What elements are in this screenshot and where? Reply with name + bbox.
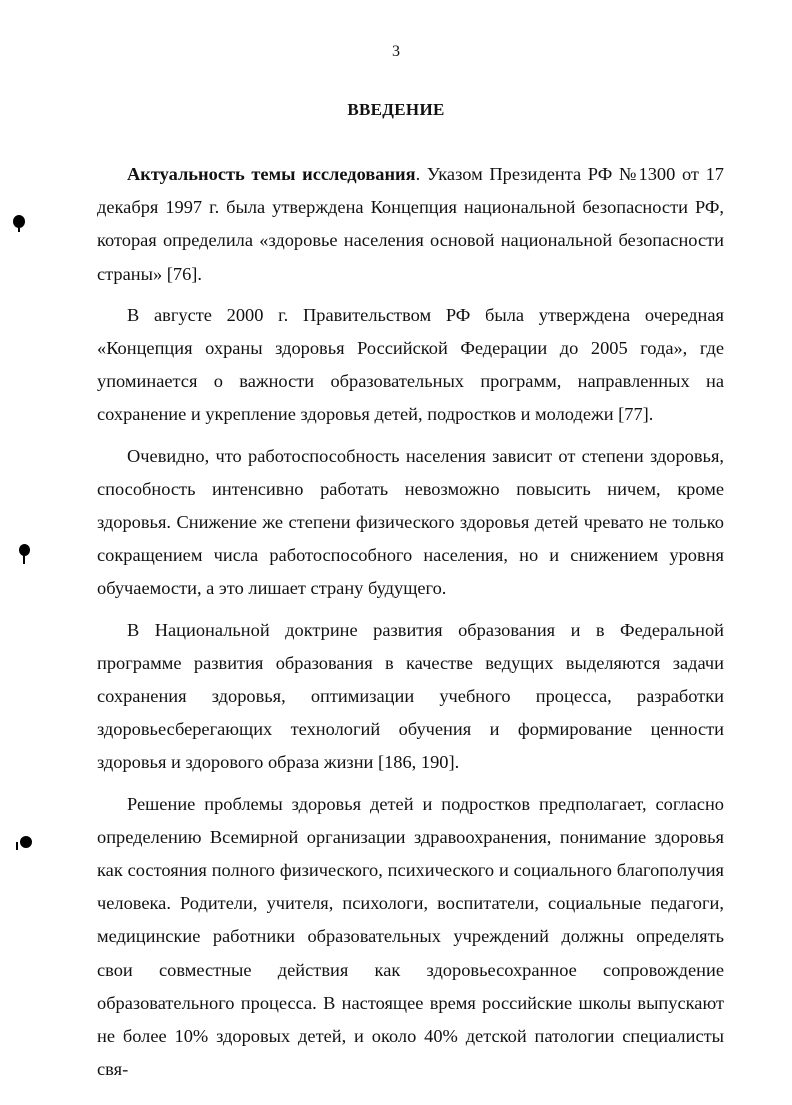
paragraph-text: . Указом Президента РФ №1300 от 17 декабря 1997 г. была утверждена Концепция национальной безопасности РФ, которая определила «здоровье населения основой национальной безопасности страны» [76]. (97, 164, 724, 284)
ink-blot-mark (19, 544, 30, 556)
paragraph-1 (97, 158, 724, 291)
paragraph-3: Очевидно, что работоспособность населения зависит от степени здоровья, способность интенсивно работать невозможно повысить ничем, кроме здоровья. Снижение же степени физического здоровья детей чревато не только сокращением числа работоспособного населения, но и снижением уровня обучаемости, а это лишает страну будущего. (97, 445, 724, 599)
page-heading: ВВЕДЕНИЕ (347, 100, 445, 119)
paragraph-5: Решение проблемы здоровья детей и подростков предполагает, согласно определению Всемирной организации здравоохранения, понимание здоровья как состояния полного физического, психического и социального благополучия человека. Родители, учителя, психологи, воспитатели, социальные педагоги, медицинские работники образовательных учреждений должны определять свои совместные действия как здоровьесохранное сопровождение образовательного процесса. В настоящее время российские школы выпускают не более 10% здоровых детей, и около 40% детской патологии специалисты свя- (97, 793, 724, 1080)
ink-blot-mark (20, 836, 32, 848)
body-text (97, 158, 724, 1094)
ink-blot-mark (13, 215, 25, 228)
paragraph-2: В августе 2000 г. Правительством РФ была утверждена очередная «Концепция охраны здоровья Российской Федерации до 2005 года», где упоминается о важности образовательных программ, направленных на сохранение и укрепление здоровья детей, подростков и молодежи [77]. (97, 304, 724, 425)
paragraph-4: В Национальной доктрине развития образования и в Федеральной программе развития образования в качестве ведущих выделяются задачи сохранения здоровья, оптимизации учебного процесса, разработки здоровьесберегающих технологий обучения и формирование ценности здоровья и здорового образа жизни [186, 190]. (97, 619, 724, 773)
paragraph-lead: Актуальность темы исследования (127, 164, 416, 184)
page-number: 3 (392, 43, 400, 60)
